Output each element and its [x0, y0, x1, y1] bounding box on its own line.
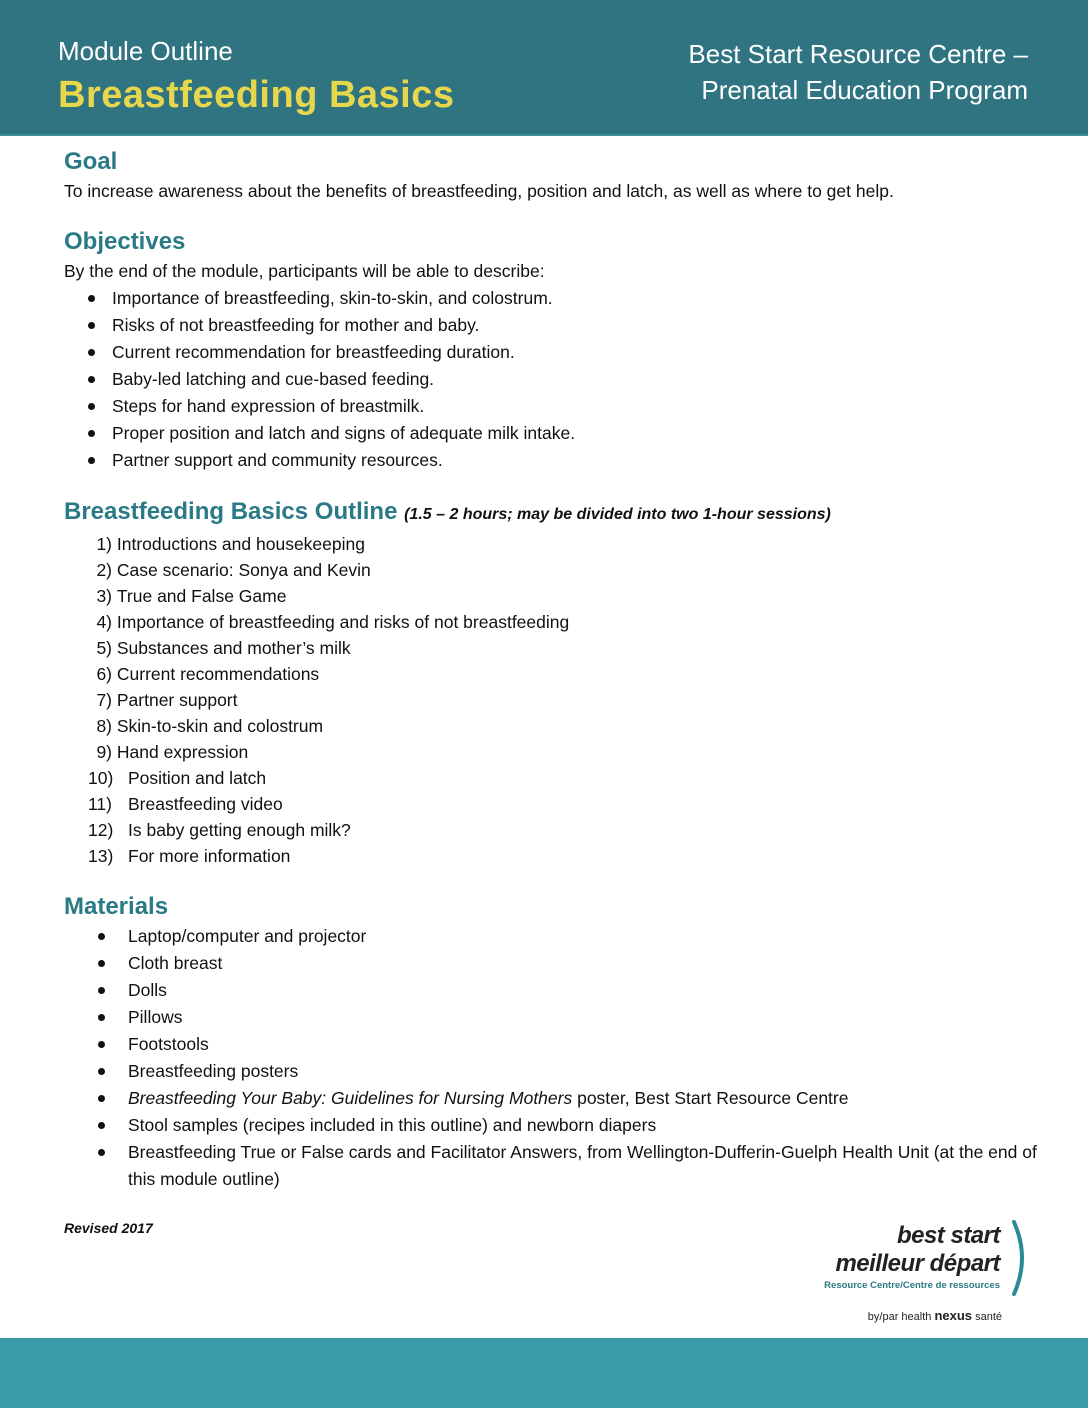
item-text: For more information: [128, 846, 291, 866]
list-item: Cloth breast: [64, 950, 1044, 977]
list-item: Baby-led latching and cue-based feeding.: [64, 366, 1044, 393]
list-item: [64, 583, 1044, 609]
list-item: [64, 1085, 1044, 1112]
item-number: 2): [96, 560, 112, 580]
list-item: Importance of breastfeeding, skin-to-skin, and colostrum.: [64, 285, 1044, 312]
list-item: [64, 609, 1044, 635]
item-text: Is baby getting enough milk?: [128, 820, 351, 840]
list-item: Current recommendation for breastfeeding duration.: [64, 339, 1044, 366]
item-number: 11): [88, 794, 112, 814]
list-item: [64, 687, 1044, 713]
list-item: [64, 739, 1044, 765]
item-number: 13): [88, 846, 114, 866]
materials-heading: Materials: [64, 893, 169, 920]
organization-name: [608, 36, 1028, 108]
logo-brand: nexus: [934, 1308, 973, 1323]
item-text: Position and latch: [128, 768, 267, 788]
list-item: [64, 531, 1044, 557]
list-item: Stool samples (recipes included in this outline) and newborn diapers: [64, 1112, 1044, 1139]
goal-heading: Goal: [64, 148, 118, 175]
list-item: Proper position and latch and signs of adequate milk intake.: [64, 420, 1044, 447]
materials-list: [64, 923, 1044, 1193]
item-text: Case scenario: Sonya and Kevin: [116, 560, 371, 580]
list-item: Footstools: [64, 1031, 1044, 1058]
list-item: [64, 557, 1044, 583]
list-item: Dolls: [64, 977, 1044, 1004]
outline-list: [64, 531, 1044, 869]
objectives-section: [64, 226, 1044, 474]
item-number: 4): [96, 612, 112, 632]
logo-parenthesis-icon: [1010, 1220, 1032, 1296]
goal-text: To increase awareness about the benefits of breastfeeding, position and latch, as well as where to get help.: [64, 181, 894, 201]
item-text: Importance of breastfeeding and risks of not breastfeeding: [116, 612, 570, 632]
materials-section: [64, 891, 1044, 1193]
page-footer-band: [0, 1338, 1088, 1408]
list-item: [64, 661, 1044, 687]
logo-line-1: best start: [896, 1222, 1000, 1249]
item-number: 9): [96, 742, 112, 762]
module-label: Module Outline: [58, 36, 233, 66]
revision-date: Revised 2017: [64, 1220, 153, 1236]
poster-description: poster, Best Start Resource Centre: [572, 1088, 849, 1108]
item-number: 6): [96, 664, 112, 684]
list-item: Partner support and community resources.: [64, 447, 1044, 474]
list-item: [64, 713, 1044, 739]
logo-line-3: Resource Centre/Centre de ressources: [824, 1280, 1000, 1291]
outline-heading-text: Breastfeeding Basics Outline: [64, 498, 398, 525]
item-text: Partner support: [116, 690, 238, 710]
list-item: [64, 817, 1044, 843]
item-number: 1): [96, 534, 112, 554]
logo-by-text: by/par health: [867, 1311, 935, 1323]
list-item: [64, 843, 1044, 869]
list-item: Pillows: [64, 1004, 1044, 1031]
list-item: Steps for hand expression of breastmilk.: [64, 393, 1044, 420]
outline-section: [64, 496, 1044, 869]
list-item: Laptop/computer and projector: [64, 923, 1044, 950]
list-item: Risks of not breastfeeding for mother and baby.: [64, 312, 1044, 339]
logo-line-4: [868, 1308, 1002, 1323]
item-number: 8): [96, 716, 112, 736]
document-body: [64, 146, 1044, 1193]
item-text: Current recommendations: [116, 664, 320, 684]
outline-heading: [64, 496, 1044, 531]
objectives-list: [64, 285, 1044, 474]
item-number: 10): [88, 768, 114, 788]
list-item: [64, 791, 1044, 817]
item-text: True and False Game: [116, 586, 287, 606]
goal-section: [64, 146, 1044, 205]
item-text: Breastfeeding video: [128, 794, 283, 814]
outline-duration-note: (1.5 – 2 hours; may be divided into two 1-hour sessions): [404, 506, 831, 523]
item-text: Introductions and housekeeping: [116, 534, 365, 554]
item-number: 5): [96, 638, 112, 658]
page-header: [0, 0, 1088, 136]
objectives-heading: Objectives: [64, 228, 186, 255]
poster-title: Breastfeeding Your Baby: Guidelines for Nursing Mothers: [128, 1088, 573, 1108]
module-title: Breastfeeding Basics: [58, 74, 455, 116]
item-text: Substances and mother’s milk: [116, 638, 351, 658]
logo-line-2: meilleur départ: [835, 1250, 1000, 1277]
organization-line-1: Best Start Resource Centre –: [688, 39, 1028, 69]
logo-suffix: santé: [972, 1311, 1002, 1323]
item-text: Hand expression: [116, 742, 249, 762]
list-item: Breastfeeding posters: [64, 1058, 1044, 1085]
item-number: 12): [88, 820, 114, 840]
objectives-intro: By the end of the module, participants will be able to describe:: [64, 261, 545, 281]
list-item: [64, 765, 1044, 791]
item-text: Skin-to-skin and colostrum: [116, 716, 324, 736]
best-start-logo: [822, 1218, 1042, 1328]
list-item: [64, 635, 1044, 661]
item-number: 7): [96, 690, 112, 710]
item-number: 3): [96, 586, 112, 606]
organization-line-2: Prenatal Education Program: [701, 75, 1028, 105]
list-item: Breastfeeding True or False cards and Facilitator Answers, from Wellington-Dufferin-Guelph Health Unit (at the end of this module outline): [64, 1139, 1044, 1193]
